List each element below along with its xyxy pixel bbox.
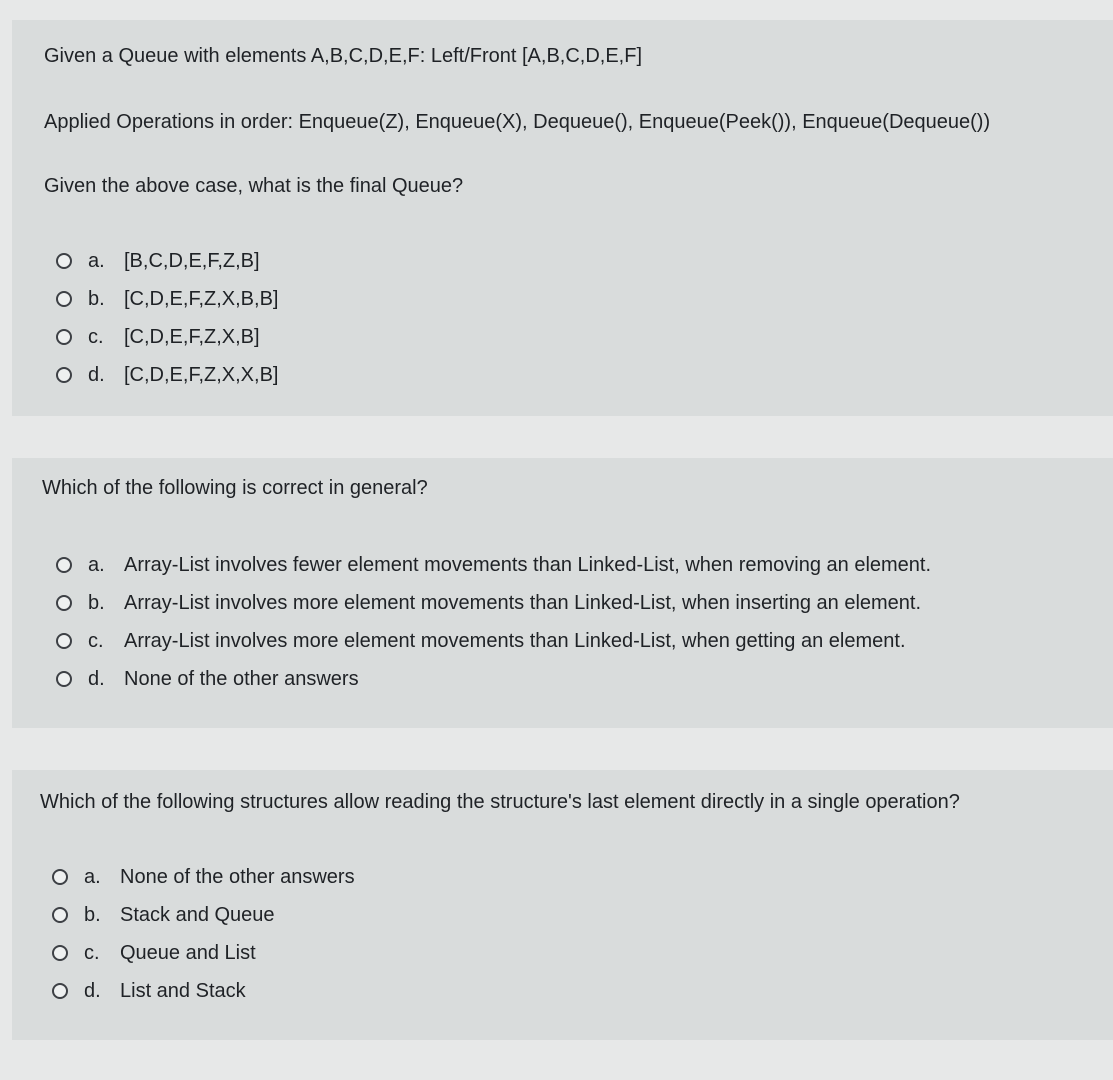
q1-option-a[interactable]: [56, 242, 278, 280]
question-card-1: [12, 20, 1113, 416]
option-text: [C,D,E,F,Z,X,B]: [124, 325, 260, 348]
option-text: List and Stack: [120, 979, 246, 1002]
option-letter: b.: [88, 591, 105, 614]
question-1-line-2: Applied Operations in order: Enqueue(Z), Enqueue(X), Dequeue(), Enqueue(Peek()), Enqueue(Dequeue()): [44, 111, 991, 133]
option-letter: b.: [84, 903, 101, 926]
radio-icon[interactable]: [52, 945, 68, 961]
option-letter: d.: [88, 363, 105, 386]
option-letter: a.: [84, 865, 101, 888]
option-text: [C,D,E,F,Z,X,X,B]: [124, 363, 279, 386]
radio-icon[interactable]: [52, 907, 68, 923]
option-text: [B,C,D,E,F,Z,B]: [124, 249, 260, 272]
option-letter: c.: [88, 325, 104, 348]
question-3-prompt: Which of the following structures allow reading the structure's last element directly in a single operation?: [40, 791, 960, 813]
question-2-prompt: Which of the following is correct in general?: [42, 477, 428, 499]
option-text: [C,D,E,F,Z,X,B,B]: [124, 287, 279, 310]
option-letter: c.: [88, 629, 104, 652]
q1-option-c[interactable]: [56, 318, 278, 356]
option-letter: a.: [88, 553, 105, 576]
q2-option-d[interactable]: [56, 660, 931, 698]
option-letter: a.: [88, 249, 105, 272]
option-text: Queue and List: [120, 941, 256, 964]
radio-icon[interactable]: [52, 983, 68, 999]
question-1-line-1: Given a Queue with elements A,B,C,D,E,F: Left/Front [A,B,C,D,E,F]: [44, 45, 643, 67]
q1-option-d[interactable]: [56, 356, 278, 394]
q1-option-b[interactable]: [56, 280, 278, 318]
radio-icon[interactable]: [52, 869, 68, 885]
radio-icon[interactable]: [56, 367, 72, 383]
option-text: None of the other answers: [124, 667, 359, 690]
option-letter: d.: [84, 979, 101, 1002]
q3-option-c[interactable]: [52, 934, 355, 972]
question-1-prompt: Given the above case, what is the final Queue?: [44, 175, 464, 197]
question-3-options: [52, 858, 355, 1010]
option-text: None of the other answers: [120, 865, 355, 888]
radio-icon[interactable]: [56, 595, 72, 611]
radio-icon[interactable]: [56, 253, 72, 269]
option-text: Stack and Queue: [120, 903, 275, 926]
option-letter: d.: [88, 667, 105, 690]
q3-option-d[interactable]: [52, 972, 355, 1010]
option-text: Array-List involves more element movements than Linked-List, when getting an element.: [124, 629, 906, 652]
q2-option-a[interactable]: [56, 546, 931, 584]
q3-option-b[interactable]: [52, 896, 355, 934]
question-1-options: [56, 242, 278, 394]
option-text: Array-List involves fewer element movements than Linked-List, when removing an element.: [124, 553, 932, 576]
radio-icon[interactable]: [56, 329, 72, 345]
option-text: Array-List involves more element movements than Linked-List, when inserting an element.: [124, 591, 922, 614]
radio-icon[interactable]: [56, 291, 72, 307]
q3-option-a[interactable]: [52, 858, 355, 896]
question-card-2: [12, 458, 1113, 728]
q2-option-c[interactable]: [56, 622, 931, 660]
question-2-options: [56, 546, 931, 698]
option-letter: b.: [88, 287, 105, 310]
option-letter: c.: [84, 941, 100, 964]
q2-option-b[interactable]: [56, 584, 931, 622]
question-card-3: [12, 770, 1113, 1040]
radio-icon[interactable]: [56, 633, 72, 649]
radio-icon[interactable]: [56, 557, 72, 573]
radio-icon[interactable]: [56, 671, 72, 687]
